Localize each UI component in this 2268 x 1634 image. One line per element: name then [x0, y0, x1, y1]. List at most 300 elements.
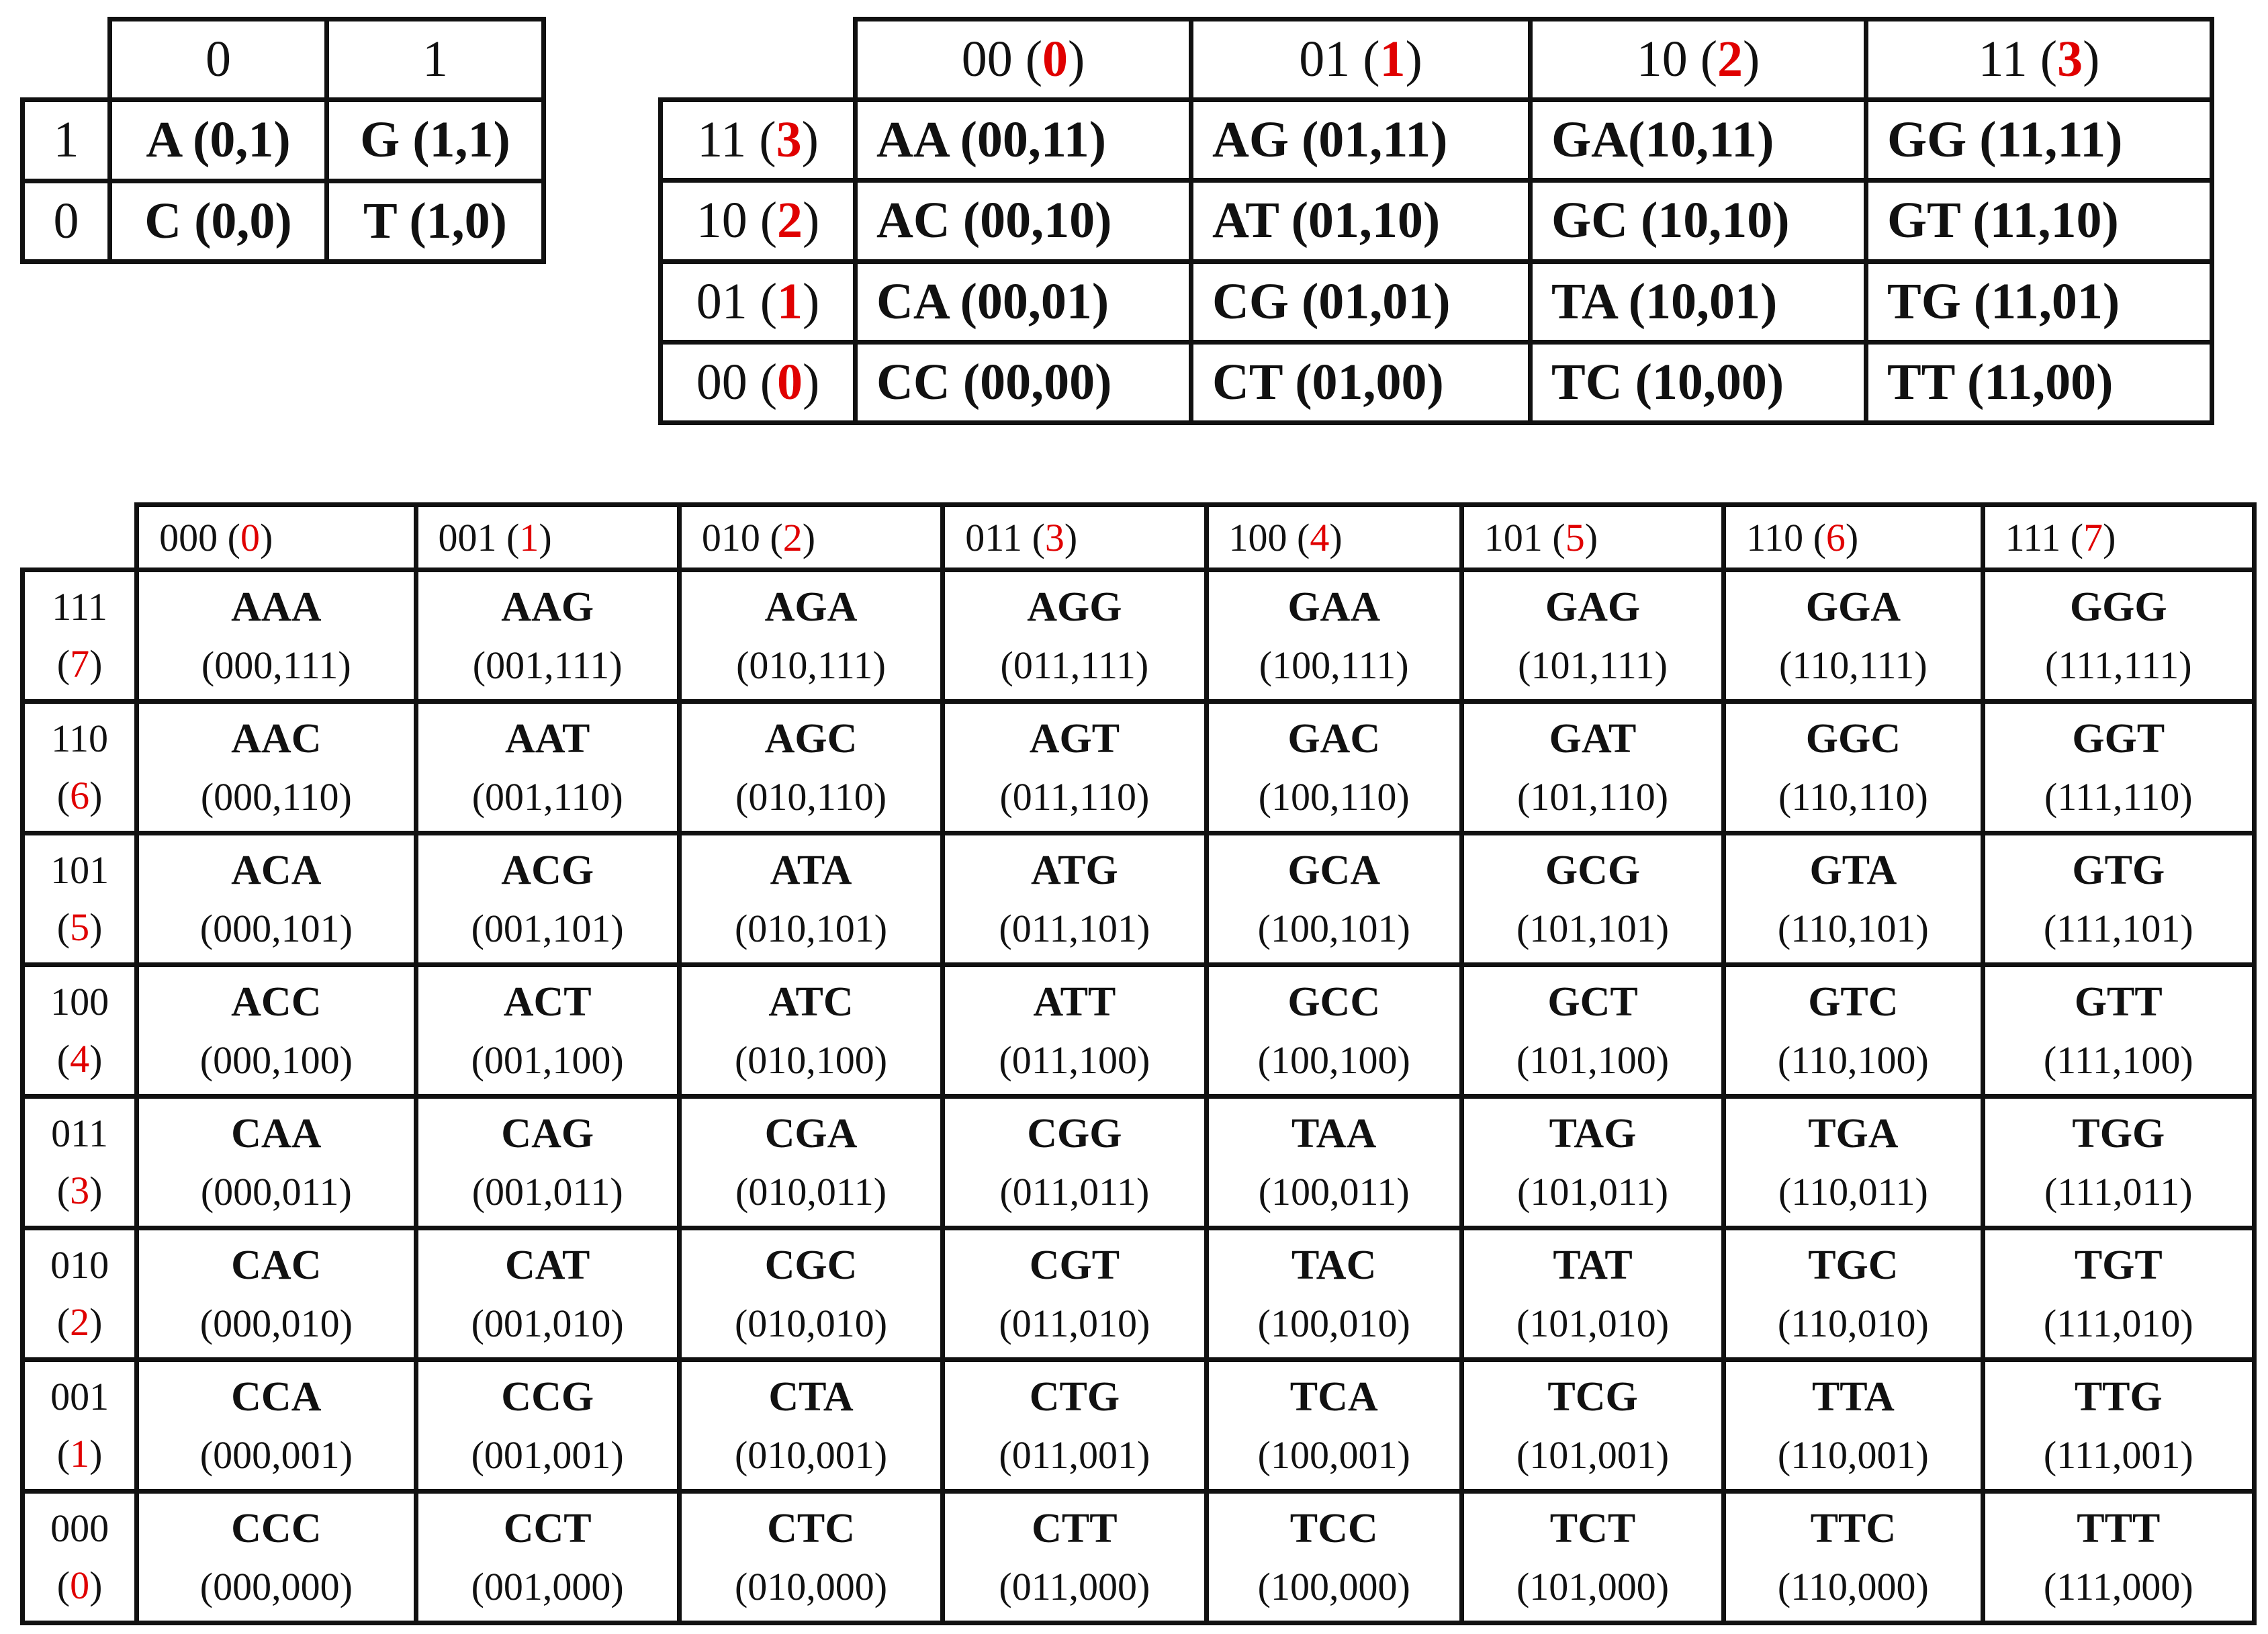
column-header: 110 (6)	[1724, 505, 1983, 570]
codon-cell	[1461, 570, 1723, 702]
table-row	[661, 100, 2212, 181]
codon-cell	[1983, 965, 2254, 1097]
codon-cell	[416, 570, 679, 702]
row-decimal: 3	[776, 111, 802, 169]
codon-cell	[1461, 702, 1723, 833]
codon-coordinates: (110,011)	[1778, 1170, 1928, 1214]
codon-coordinates: (110,100)	[1777, 1038, 1929, 1083]
table-row	[661, 342, 2212, 422]
codon-cell	[1983, 570, 2254, 702]
row-bits: 010	[50, 1243, 109, 1287]
codon-label: CTT	[1032, 1505, 1118, 1551]
codon-label: ACA	[231, 847, 322, 893]
column-header: 010 (2)	[679, 505, 942, 570]
codon-coordinates: (000,100)	[199, 1038, 353, 1083]
codon-label: CGG	[1027, 1110, 1122, 1156]
row-header	[23, 702, 137, 833]
column-decimal: 3	[1044, 515, 1064, 559]
row-bits: 110	[51, 717, 108, 761]
codon-cell	[416, 1228, 679, 1360]
row-decimal: 1	[70, 1431, 90, 1476]
row-header	[23, 833, 137, 965]
codon-label: GGG	[2069, 584, 2167, 630]
codon-coordinates: (111,111)	[2045, 643, 2192, 688]
dinucleotide-cell: AA (00,11)	[856, 100, 1191, 181]
codon-cell	[137, 702, 416, 833]
column-header: 011 (3)	[943, 505, 1206, 570]
codon-coordinates: (001,000)	[471, 1565, 624, 1609]
codon-label: ATA	[770, 847, 852, 893]
codon-cell	[1206, 702, 1461, 833]
row-decimal: 2	[70, 1300, 90, 1344]
codon-coordinates: (010,011)	[735, 1170, 887, 1214]
codon-cell	[1206, 1360, 1461, 1492]
row-decimal: 6	[70, 773, 90, 817]
row-header	[23, 1228, 137, 1360]
codon-coordinates: (001,100)	[471, 1038, 624, 1083]
codon-coordinates: (110,010)	[1777, 1302, 1929, 1346]
row-header: 00 (0)	[661, 342, 856, 422]
row-bits: 111	[52, 585, 107, 629]
codon-cell	[1983, 833, 2254, 965]
codon-coordinates: (100,100)	[1257, 1038, 1410, 1083]
dinucleotide-cell: TT (11,00)	[1866, 342, 2212, 422]
codon-cell	[1461, 965, 1723, 1097]
column-decimal: 7	[2083, 515, 2103, 559]
codon-label: AAA	[231, 584, 322, 630]
codon-label: CAC	[231, 1242, 322, 1288]
codon-cell	[943, 1097, 1206, 1228]
codon-label: GAC	[1287, 715, 1381, 762]
codon-coordinates: (111,000)	[2043, 1565, 2193, 1609]
codon-label: CCG	[501, 1373, 594, 1420]
codon-label: TTT	[2077, 1505, 2161, 1551]
codon-label: TCC	[1289, 1505, 1378, 1551]
codon-cell	[137, 1097, 416, 1228]
codon-cell	[1724, 1360, 1983, 1492]
codon-label: CGA	[764, 1110, 858, 1156]
codon-coordinates: (101,000)	[1516, 1565, 1670, 1609]
codon-coordinates: (100,011)	[1258, 1170, 1410, 1214]
column-header: 11 (3)	[1866, 19, 2212, 100]
corner-cell	[661, 19, 856, 100]
codon-label: ACT	[503, 979, 592, 1025]
codon-label: TCT	[1549, 1505, 1636, 1551]
codon-cell	[679, 1097, 942, 1228]
single-nucleotide-table	[20, 17, 546, 264]
row-header	[23, 1360, 137, 1492]
codon-cell	[1461, 1492, 1723, 1623]
codon-coordinates: (111,110)	[2044, 775, 2193, 819]
codon-cell	[1724, 1492, 1983, 1623]
row-decimal: 3	[70, 1168, 90, 1212]
row-header	[23, 570, 137, 702]
table-header-row	[661, 19, 2212, 100]
column-bits: 111	[2005, 515, 2061, 559]
codon-coordinates: (101,100)	[1516, 1038, 1670, 1083]
row-bits: 01	[696, 273, 747, 330]
row-bits: 101	[50, 848, 109, 893]
codon-label: GGT	[2072, 715, 2165, 762]
codon-label: CAG	[501, 1110, 594, 1156]
row-decimal-group: (4)	[56, 1036, 103, 1081]
codon-cell	[1461, 1228, 1723, 1360]
column-decimal: 0	[240, 515, 260, 559]
codon-cell	[943, 1360, 1206, 1492]
codon-label: ATT	[1033, 979, 1116, 1025]
nucleotide-cell: A (0,1)	[110, 100, 327, 181]
codon-coordinates: (111,100)	[2043, 1038, 2193, 1083]
codon-coordinates: (101,101)	[1516, 907, 1670, 951]
codon-label: GAA	[1287, 584, 1381, 630]
codon-label: CAA	[231, 1110, 322, 1156]
codon-label: AGC	[764, 715, 858, 762]
column-decimal: 0	[1042, 31, 1068, 88]
codon-label: TTC	[1810, 1505, 1897, 1551]
row-decimal-group: (2)	[56, 1300, 103, 1344]
codon-coordinates: (010,110)	[735, 775, 887, 819]
row-decimal: 7	[70, 641, 90, 686]
codon-cell	[137, 1492, 416, 1623]
column-bits: 100	[1228, 515, 1287, 559]
codon-coordinates: (100,000)	[1257, 1565, 1410, 1609]
column-bits: 110	[1746, 515, 1804, 559]
codon-coordinates: (011,001)	[999, 1433, 1150, 1478]
table-row	[23, 702, 2255, 833]
codon-cell	[943, 1492, 1206, 1623]
column-header: 00 (0)	[856, 19, 1191, 100]
codon-coordinates: (110,101)	[1777, 907, 1929, 951]
codon-label: AAG	[501, 584, 594, 630]
column-decimal: 6	[1825, 515, 1846, 559]
codon-coordinates: (001,110)	[471, 775, 623, 819]
dinucleotide-cell: CT (01,00)	[1191, 342, 1531, 422]
column-bits: 000	[159, 515, 218, 559]
column-decimal: 4	[1310, 515, 1330, 559]
codon-cell	[1724, 965, 1983, 1097]
dinucleotide-cell: GC (10,10)	[1531, 181, 1866, 261]
row-decimal: 1	[777, 273, 803, 330]
codon-coordinates: (100,001)	[1257, 1433, 1410, 1478]
codon-coordinates: (000,111)	[201, 643, 351, 688]
codon-label: TGA	[1808, 1110, 1899, 1156]
column-decimal: 2	[782, 515, 803, 559]
codon-label: ACC	[231, 979, 322, 1025]
dinucleotide-cell: TG (11,01)	[1866, 261, 2212, 342]
codon-coordinates: (001,011)	[471, 1170, 623, 1214]
codon-coordinates: (000,110)	[200, 775, 352, 819]
nucleotide-cell: C (0,0)	[110, 181, 327, 261]
table-row	[23, 1360, 2255, 1492]
row-decimal-group: (5)	[56, 905, 103, 949]
codon-label: AAC	[231, 715, 322, 762]
codon-coordinates: (111,011)	[2044, 1170, 2193, 1214]
table-row	[23, 1492, 2255, 1623]
corner-cell	[23, 505, 137, 570]
codon-coordinates: (011,110)	[999, 775, 1150, 819]
codon-cell	[1724, 1097, 1983, 1228]
codon-label: TTA	[1811, 1373, 1895, 1420]
codon-label: ATG	[1030, 847, 1118, 893]
codon-label: ACG	[501, 847, 594, 893]
codon-coordinates: (011,011)	[999, 1170, 1150, 1214]
codon-coordinates: (110,110)	[1778, 775, 1928, 819]
codon-label: TAG	[1549, 1110, 1637, 1156]
codon-cell	[1206, 965, 1461, 1097]
codon-coordinates: (010,100)	[734, 1038, 888, 1083]
codon-coordinates: (101,011)	[1517, 1170, 1669, 1214]
dinucleotide-cell: AC (00,10)	[856, 181, 1191, 261]
codon-cell	[1983, 702, 2254, 833]
column-header: 01 (1)	[1191, 19, 1531, 100]
codon-coordinates: (000,011)	[200, 1170, 352, 1214]
codon-cell	[137, 833, 416, 965]
row-decimal: 0	[70, 1563, 90, 1607]
codon-cell	[1724, 833, 1983, 965]
codon-cell	[137, 570, 416, 702]
codon-cell	[1983, 1228, 2254, 1360]
column-bits: 10	[1636, 31, 1688, 88]
column-header: 000 (0)	[137, 505, 416, 570]
column-decimal: 2	[1717, 31, 1743, 88]
codon-coordinates: (100,111)	[1259, 643, 1409, 688]
codon-coordinates: (011,100)	[999, 1038, 1150, 1083]
codon-cell	[1724, 1228, 1983, 1360]
codon-cell	[679, 702, 942, 833]
row-bits: 10	[696, 192, 747, 249]
nucleotide-cell: G (1,1)	[327, 100, 544, 181]
column-header: 0	[110, 19, 327, 100]
codon-coordinates: (001,101)	[471, 907, 624, 951]
codon-coordinates: (010,010)	[734, 1302, 888, 1346]
table-row	[23, 100, 544, 181]
codon-label: TAT	[1553, 1242, 1633, 1288]
codon-coordinates: (101,110)	[1517, 775, 1669, 819]
codon-coordinates: (001,001)	[471, 1433, 624, 1478]
column-header: 100 (4)	[1206, 505, 1461, 570]
dinucleotide-cell: TA (10,01)	[1531, 261, 1866, 342]
dinucleotide-cell: GA(10,11)	[1531, 100, 1866, 181]
column-decimal: 3	[2057, 31, 2083, 88]
row-decimal-group: (3)	[56, 1168, 103, 1212]
column-header: 001 (1)	[416, 505, 679, 570]
row-decimal: 4	[70, 1036, 90, 1081]
codon-label: TTG	[2074, 1373, 2163, 1420]
codon-cell	[1983, 1360, 2254, 1492]
codon-coordinates: (110,111)	[1779, 643, 1927, 688]
column-bits: 00	[961, 31, 1013, 88]
column-bits: 001	[438, 515, 497, 559]
codon-label: CCA	[231, 1373, 322, 1420]
codon-coordinates: (011,101)	[999, 907, 1150, 951]
row-bits: 000	[50, 1506, 109, 1551]
codon-label: TGG	[2072, 1110, 2165, 1156]
dinucleotide-cell: GG (11,11)	[1866, 100, 2212, 181]
column-decimal: 1	[519, 515, 539, 559]
codon-cell	[1461, 1097, 1723, 1228]
codon-label: ATC	[768, 979, 854, 1025]
codon-coordinates: (001,111)	[472, 643, 623, 688]
codon-cell	[137, 1360, 416, 1492]
codon-coordinates: (011,000)	[999, 1565, 1150, 1609]
table-row	[23, 833, 2255, 965]
table-row	[23, 965, 2255, 1097]
codon-label: GGC	[1805, 715, 1901, 762]
codon-label: GTG	[2072, 847, 2165, 893]
row-header	[23, 1097, 137, 1228]
row-header	[23, 965, 137, 1097]
row-decimal-group: (1)	[56, 1431, 103, 1476]
corner-cell	[23, 19, 110, 100]
codon-label: AAT	[505, 715, 590, 762]
row-decimal: 2	[777, 192, 803, 249]
codon-cell	[679, 1492, 942, 1623]
codon-label: TGC	[1808, 1242, 1899, 1288]
table-row	[23, 1097, 2255, 1228]
row-header: 01 (1)	[661, 261, 856, 342]
codon-coordinates: (011,010)	[999, 1302, 1150, 1346]
codon-cell	[1461, 833, 1723, 965]
codon-cell	[137, 965, 416, 1097]
codon-cell	[679, 965, 942, 1097]
dinucleotide-cell: CG (01,01)	[1191, 261, 1531, 342]
codon-coordinates: (111,101)	[2043, 907, 2193, 951]
dinucleotide-cell: AT (01,10)	[1191, 181, 1531, 261]
codon-label: TCA	[1289, 1373, 1378, 1420]
codon-coordinates: (111,010)	[2043, 1302, 2193, 1346]
codon-label: TCG	[1547, 1373, 1638, 1420]
codon-label: CTG	[1029, 1373, 1120, 1420]
codon-coordinates: (000,101)	[199, 907, 353, 951]
codon-cell	[1206, 1097, 1461, 1228]
column-decimal: 5	[1565, 515, 1585, 559]
codon-coordinates: (100,101)	[1257, 907, 1410, 951]
codon-cell	[1983, 1492, 2254, 1623]
row-bits: 00	[696, 353, 747, 410]
codon-coordinates: (100,110)	[1258, 775, 1410, 819]
codon-coordinates: (010,111)	[736, 643, 886, 688]
codon-coordinates: (101,001)	[1516, 1433, 1670, 1478]
dinucleotide-cell: CC (00,00)	[856, 342, 1191, 422]
codon-coordinates: (110,001)	[1777, 1433, 1929, 1478]
codon-cell	[416, 1492, 679, 1623]
codon-coordinates: (101,111)	[1518, 643, 1668, 688]
codon-label: CCC	[231, 1505, 322, 1551]
column-bits: 11	[1978, 31, 2028, 88]
codon-coordinates: (001,010)	[471, 1302, 624, 1346]
codon-cell	[1206, 1228, 1461, 1360]
codon-cell	[416, 833, 679, 965]
row-decimal-group: (0)	[56, 1563, 103, 1607]
codon-cell	[943, 570, 1206, 702]
codon-label: GGA	[1805, 584, 1901, 630]
dinucleotide-cell: GT (11,10)	[1866, 181, 2212, 261]
row-header: 0	[23, 181, 110, 261]
dinucleotide-table	[658, 17, 2214, 425]
codon-label: CAT	[505, 1242, 590, 1288]
row-decimal: 0	[777, 353, 803, 410]
codon-label: GTA	[1809, 847, 1897, 893]
codon-cell	[1206, 570, 1461, 702]
table-row	[661, 261, 2212, 342]
codon-label: TGT	[2074, 1242, 2163, 1288]
codon-cell	[943, 965, 1206, 1097]
codon-cell	[679, 1360, 942, 1492]
column-decimal: 1	[1379, 31, 1406, 88]
codon-label: TAC	[1291, 1242, 1377, 1288]
codon-cell	[1461, 1360, 1723, 1492]
codon-coordinates: (010,101)	[734, 907, 888, 951]
row-decimal-group: (7)	[56, 641, 103, 686]
codon-cell	[679, 833, 942, 965]
codon-coordinates: (100,010)	[1257, 1302, 1410, 1346]
row-decimal: 5	[70, 905, 90, 949]
column-bits: 010	[701, 515, 760, 559]
codon-cell	[679, 570, 942, 702]
codon-cell	[1724, 570, 1983, 702]
table-header-row	[23, 19, 544, 100]
nucleotide-cell: T (1,0)	[327, 181, 544, 261]
codon-coordinates: (111,001)	[2043, 1433, 2193, 1478]
row-bits: 001	[50, 1375, 109, 1419]
codon-label: GTT	[2074, 979, 2163, 1025]
row-header: 11 (3)	[661, 100, 856, 181]
codon-cell	[416, 1097, 679, 1228]
table-header-row	[23, 505, 2255, 570]
table-row	[23, 181, 544, 261]
codon-coordinates: (000,001)	[199, 1433, 353, 1478]
row-header: 10 (2)	[661, 181, 856, 261]
codon-coordinates: (000,010)	[199, 1302, 353, 1346]
row-header	[23, 1492, 137, 1623]
column-header: 101 (5)	[1461, 505, 1723, 570]
column-header: 111 (7)	[1983, 505, 2254, 570]
table-row	[23, 1228, 2255, 1360]
row-bits: 11	[697, 111, 747, 169]
codon-cell	[1724, 702, 1983, 833]
codon-cell	[137, 1228, 416, 1360]
row-decimal-group: (6)	[56, 773, 103, 817]
codon-label: GCT	[1547, 979, 1638, 1025]
column-bits: 01	[1299, 31, 1351, 88]
dinucleotide-cell: AG (01,11)	[1191, 100, 1531, 181]
trinucleotide-table	[20, 502, 2257, 1625]
codon-coordinates: (101,010)	[1516, 1302, 1670, 1346]
codon-label: CTA	[768, 1373, 854, 1420]
codon-label: AGT	[1029, 715, 1120, 762]
row-bits: 011	[51, 1111, 108, 1156]
codon-cell	[943, 833, 1206, 965]
codon-label: GCA	[1287, 847, 1381, 893]
codon-cell	[416, 702, 679, 833]
codon-coordinates: (010,000)	[734, 1565, 888, 1609]
trinucleotide-table-body	[23, 505, 2255, 1623]
codon-label: GAG	[1545, 584, 1641, 630]
codon-cell	[1206, 1492, 1461, 1623]
column-header: 10 (2)	[1531, 19, 1866, 100]
codon-label: GCC	[1287, 979, 1381, 1025]
codon-label: GCG	[1545, 847, 1641, 893]
codon-coordinates: (110,000)	[1777, 1565, 1929, 1609]
codon-label: AGG	[1027, 584, 1122, 630]
codon-cell	[943, 702, 1206, 833]
column-header: 1	[327, 19, 544, 100]
table-row	[23, 570, 2255, 702]
codon-coordinates: (011,111)	[1000, 643, 1149, 688]
codon-label: AGA	[764, 584, 858, 630]
codon-cell	[1206, 833, 1461, 965]
codon-cell	[416, 965, 679, 1097]
